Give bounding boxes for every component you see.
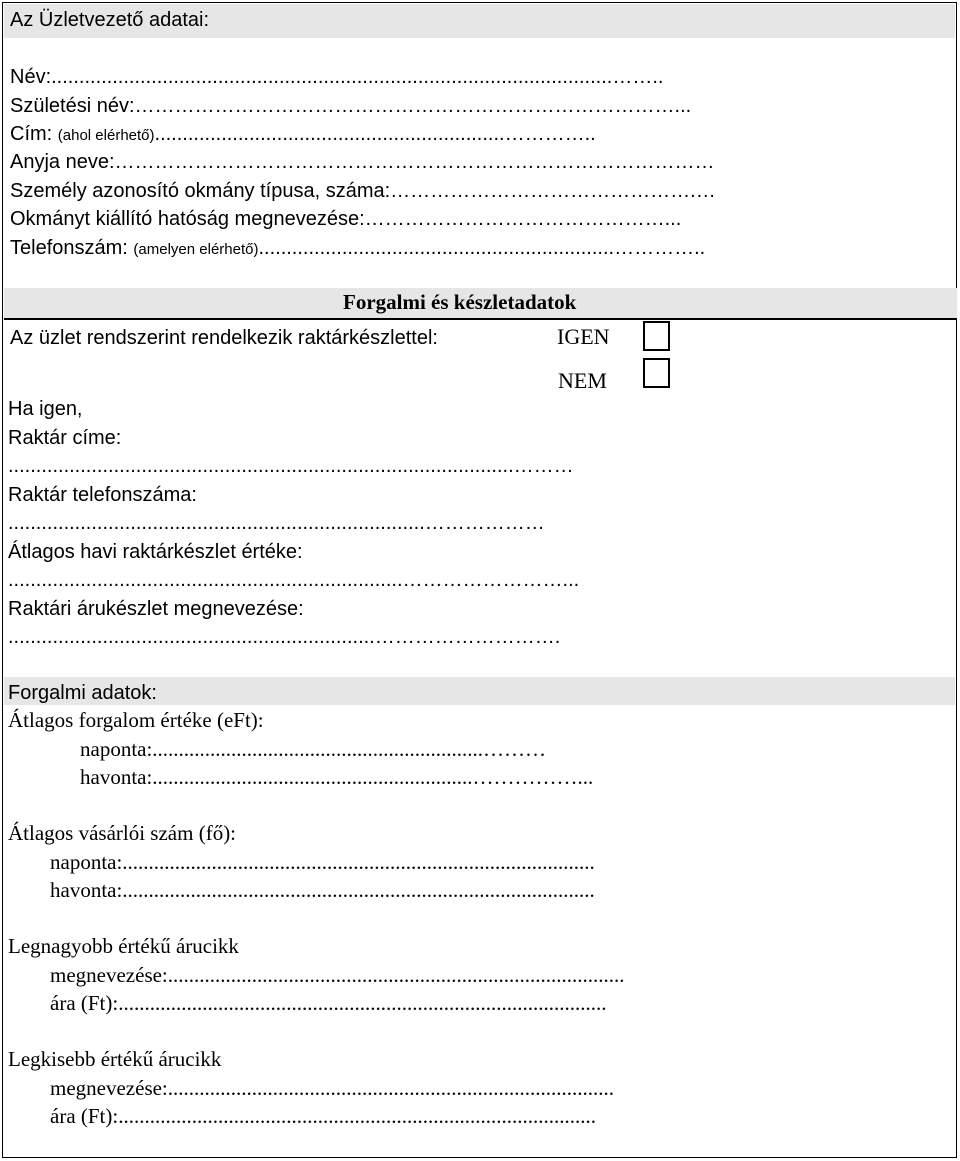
customers-monthly: havonta:.......................................................................................... [50,878,595,902]
phone-note: (amelyen elérhető) [133,241,259,258]
phone-field [10,238,705,258]
goods-name-dots: ..................................................................………………………. [8,626,561,648]
avg-customers-label: Átlagos vásárlói szám (fő): [8,821,237,845]
birth-name-field: Születési név:………………………………………………………………………... [10,95,692,117]
mother-name-field: Anyja neve:……………………………………………………………………………… [10,151,715,173]
turnover-monthly: havonta:.............................................................……………... [80,765,594,789]
warehouse-phone-dots: ...........................................................................……………… [8,512,545,534]
stock-title-rule [4,318,957,320]
address-field [10,124,596,144]
goods-name-label: Raktári árukészlet megnevezése: [8,598,304,620]
no-checkbox[interactable] [643,358,670,388]
min-item-name: megnevezése:..................................................................................... [50,1076,615,1100]
avg-stock-value-dots: .......................................................................……………………... [8,569,580,591]
max-item-label: Legnagyobb értékű árucikk [8,934,239,958]
turnover-header: Forgalmi adatok: [8,682,157,704]
customers-daily: naponta:.......................................................................................... [50,850,595,874]
warehouse-phone-label: Raktár telefonszáma: [8,484,197,506]
min-item-label: Legkisebb értékű árucikk [8,1047,222,1071]
if-yes-label: Ha igen, [8,398,83,420]
address-label: Cím: [10,123,53,145]
no-label: NEM [558,368,607,393]
issuer-field: Okmányt kiállító hatóság megnevezése:………………………………………... [10,208,682,230]
yes-checkbox[interactable] [643,321,670,351]
avg-turnover-label: Átlagos forgalom értéke (eFt): [8,708,264,732]
phone-dots: ................................................................………….. [258,237,706,259]
max-item-name: megnevezése:....................................................................................... [50,963,625,987]
manager-header: Az Üzletvezető adatai: [10,9,209,31]
min-item-price: ára (Ft):........................................................................................... [50,1104,596,1128]
phone-label: Telefonszám: [10,237,128,259]
avg-stock-value-label: Átlagos havi raktárkészlet értéke: [8,541,303,563]
has-warehouse-question: Az üzlet rendszerint rendelkezik raktárkészlettel: [10,327,438,349]
name-field: Név:.....................................................................................................…….. [10,66,664,88]
address-note: (ahol elérhető) [57,127,155,144]
warehouse-address-dots: ...........................................................................................……… [8,455,574,477]
address-dots: ...............................................................………….. [154,123,596,145]
yes-label: IGEN [557,324,610,349]
max-item-price: ára (Ft):............................................................................................. [50,991,607,1015]
warehouse-address-label: Raktár címe: [8,427,122,449]
turnover-daily: naponta:...............................................................……… [80,737,547,761]
stock-title: Forgalmi és készletadatok [343,290,577,314]
id-document-field: Személy azonosító okmány típusa, száma:……………………………………….… [10,180,716,202]
